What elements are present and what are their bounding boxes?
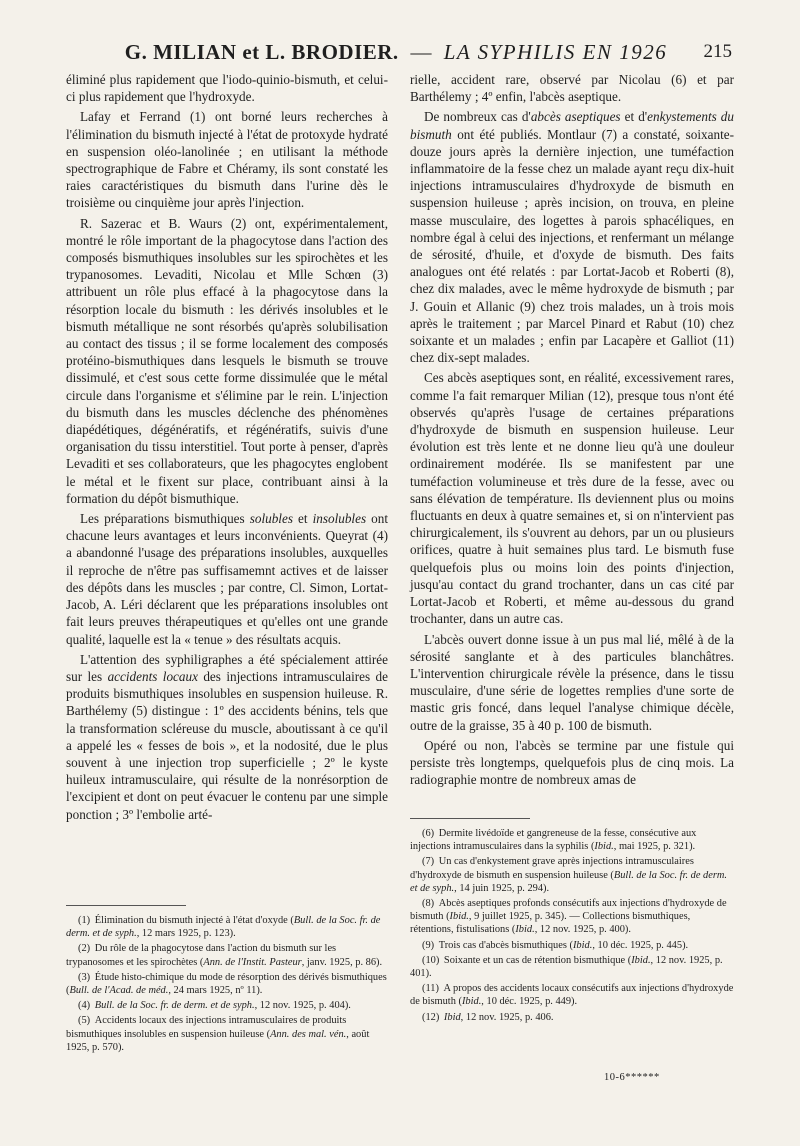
footnote-text: , août 1925, p. 570).	[66, 1028, 370, 1053]
italic-text: solubles	[249, 511, 293, 527]
citation-source: Ibid	[443, 1011, 461, 1023]
paragraph: rielle, accident rare, observé par Nicolau (6) et par Barthélemy ; 4º enfin, l'abcès aseptique.	[410, 72, 734, 105]
paragraph	[410, 108, 734, 366]
footnote-text: , 12 nov. 1925, p. 406.	[460, 1011, 554, 1023]
journal-title: LA SYPHILIS EN 1926	[443, 40, 668, 64]
footnote-text: Du rôle de la phagocytose dans l'action du bismuth sur les trypanosomes et les spirochètes (	[66, 943, 337, 968]
title-separator: —	[410, 40, 432, 64]
text-run: et	[292, 511, 313, 527]
footnote-text: , 12 nov. 1925, p. 401).	[410, 954, 723, 980]
footnote	[410, 939, 734, 952]
footnote-text: Soixante et un cas de rétention bismuthique (	[443, 954, 632, 966]
footnote-number: (9)	[422, 939, 437, 951]
text-run: ont été publiés. Montlaur (7) a constaté, soixante-douze jours après la dernière injection, une tuméfaction inflammatoire de la fesse chez un malade ayant reçu dix-huit injections intramusculaires d'hydroxyde de bismuth en suspension huileuse ; après incision, on trouva, en pleine masse musculaire, des logettes à parois sphacéliques, en nombre égal à celui des injections, et renfermant un mélange de sérosité, d'huile, et d'oxyde de bismuth. Des faits analogues ont été relatés : par Lortat-Jacob et Roberti (8), chez dix malades, avec le même hydroxyde de bismuth ; par J. Gouin et Allanic (9) chez trois malades, un à trois mois après le traitement ; par Marcel Pinard et Rabut (10) chez soixante et un malades ; enfin par Lacapère et Galliot (11) chez dix-sept malades.	[410, 126, 734, 366]
citation-source: Ibid.	[515, 924, 535, 936]
text-run: ont chacune leurs avantages et leurs inconvénients. Queyrat (4) a abandonné l'usage des préparations insolubles, auxquelles il reproche de n'être pas suffisamemnt actives et de laisser des dépôts dans les muscles ; par contre, Cl. Simon, Lortat-Jacob, A. Léri déclarent que les préparations insolubles ont fait leurs preuves thérapeutiques et qu'elles ont une grande qualité, laquelle est la « tenue » des résultats acquis.	[66, 511, 388, 647]
footnote-number: (5)	[78, 1015, 93, 1027]
italic-text: accidents locaux	[107, 668, 198, 684]
footnote-text: Accidents locaux des injections intramusculaires de produits bismuthiques insolubles en suspension huileuse (	[66, 1015, 347, 1040]
footnote-number: (7)	[422, 856, 437, 868]
footnote-text: , mai 1925, p. 321).	[613, 841, 696, 853]
footnote-text: , 24 mars 1925, nº 11).	[168, 985, 263, 997]
footnote-number: (2)	[78, 943, 93, 955]
footnote-number: (8)	[422, 898, 437, 910]
footnote	[66, 1014, 388, 1054]
footnote	[66, 971, 388, 997]
paragraph	[66, 651, 388, 823]
footnote-text: , 10 déc. 1925, p. 449).	[481, 996, 578, 1008]
footnote-text: , 14 juin 1925, p. 294).	[454, 882, 550, 894]
footnote-number: (6)	[422, 828, 437, 839]
running-title	[60, 40, 732, 65]
footnotes-left	[66, 895, 388, 1056]
printer-signature: 10-6******	[604, 1072, 660, 1083]
italic-text: abcès aseptiques	[530, 109, 621, 125]
citation-source: Bull. de la Soc. fr. de derm. et de syph.	[410, 869, 728, 894]
authors: G. MILIAN et L. BRODIER.	[124, 40, 399, 64]
paragraph	[66, 510, 388, 648]
footnote-text: , 10 déc. 1925, p. 445).	[592, 939, 689, 951]
footnote-number: (11)	[422, 983, 442, 995]
footnote	[66, 999, 388, 1012]
paragraph: Lafay et Ferrand (1) ont borné leurs recherches à l'élimination du bismuth injecté à l'état de protoxyde hydraté en suspension oléo-lanolinée ; en utilisant la méthode spectrographique de Fabre et Chéramy, ils sont constaté les raies caractéristiques du bismuth dans l'urine dès le troisième ou cinquième jour après l'injection.	[66, 109, 388, 211]
text-run: et d'	[620, 109, 648, 125]
footnote-text: , 9 juillet 1925, p. 345). — Collections bismuthiques, rétentions, fistulisations (	[410, 911, 691, 936]
footnote-text: Dermite livédoïde et gangreneuse de la fesse, consécutive aux injections intramusculaires dans la syphilis (	[410, 828, 697, 853]
footnote	[410, 982, 734, 1008]
citation-source: Bull. de la Soc. fr. de derm. et de syph.	[94, 1000, 255, 1012]
footnote-text: Élimination du bismuth injecté à l'état d'oxyde (	[94, 915, 294, 926]
text-run: des injections intramusculaires de produits bismuthiques insolubles en suspension huileuse. R. Barthélemy (5) distingue : 1º des accidents bénins, tels que la transformation scléreuse du muscle, aboutissant à ce qu'il a appelé les « fesses de bois », et la nodosité, due le plus souvent à une injection trop superficielle ; 2º le kyste huileux intramusculaire, qui résulte de la nonrésorption de l'excipient et dont on peut évacuer le contenu par une simple ponction ; 3º l'embolie arté-	[66, 668, 388, 822]
paragraph: éliminé plus rapidement que l'iodo-quinio-bismuth, et celui-ci plus rapidement que l'hydroxyde.	[66, 72, 388, 105]
left-column	[66, 71, 388, 823]
footnote-number: (10)	[422, 954, 442, 966]
footnote	[410, 855, 734, 895]
footnote-text: Étude histo-chimique du mode de résorption des dérivés bismuthiques (	[66, 971, 387, 997]
citation-source: Ibid.	[449, 911, 469, 923]
footnote-number: (12)	[422, 1011, 442, 1023]
paragraph: Opéré ou non, l'abcès se termine par une fistule qui persiste très longtemps, quelquefois plus de cinq mois. La radiographie montre de nombreux amas de	[410, 737, 734, 788]
footnote-number: (1)	[78, 915, 93, 926]
footnote-text: , 12 nov. 1925, p. 404).	[254, 1000, 351, 1012]
paragraph: L'abcès ouvert donne issue à un pus mal lié, mêlé à de la sérosité sanglante et à des particules blanchâtres. L'intervention chirurgicale révèle la présence, dans le tissu musculaire, d'une série de logettes remplies d'une sorte de mastic gris foncé, dans lequel l'analyse chimique décèle, outre de la graisse, 35 à 40 p. 100 de bismuth.	[410, 631, 734, 733]
footnote	[410, 897, 734, 937]
italic-text: enkystements du bismuth	[410, 109, 734, 142]
footnote	[66, 942, 388, 968]
footnote-text: , 12 mars 1925, p. 123).	[136, 928, 236, 940]
italic-text: insolubles	[312, 511, 367, 527]
footnote-text: Abcès aseptiques profonds consécutifs aux injections d'hydroxyde de bismuth (	[410, 898, 727, 923]
right-column	[410, 71, 734, 788]
footnote-number: (3)	[78, 971, 93, 983]
text-run: De nombreux cas d'	[424, 109, 531, 125]
footnotes-right	[410, 808, 734, 1026]
footnote-rule	[66, 905, 186, 906]
page-number: 215	[703, 41, 732, 62]
footnote-text: A propos des accidents locaux consécutifs aux injections d'hydroxyde de bismuth (	[410, 983, 734, 1008]
paragraph: Ces abcès aseptiques sont, en réalité, excessivement rares, comme l'a fait remarquer Milian (12), presque tous n'ont été observés qu'après l'usage de certaines préparations d'hydroxyde de bismuth en suspension huileuse. Leur évolution est très lente et ne donne lieu qu'à une douleur ordinairement modérée. Ils se manifestent par une tuméfaction volumineuse et très dure de la fesse, avec ou sans élévation de température. Ils deviennent plus ou moins fluctuants en deux à quatre semaines et, si on n'intervient pas chirurgicalement, ils s'ouvrent au dehors, par un ou plusieurs orifices, quatre à huit semaines plus tard. Le bismuth fuse quelquefois plus ou moins loin des points d'injection, jusqu'au contact du grand trochanter, dans un cas cité par Lortat-Jacob et Roberti, et même au-dessous du grand trochanter, dans un autre cas.	[410, 370, 734, 627]
footnote-text: , 12 nov. 1925, p. 400).	[534, 924, 631, 936]
footnote	[66, 914, 388, 940]
citation-source: Ibid.	[631, 954, 651, 966]
citation-source: Ann. des mal. vén.	[270, 1028, 347, 1040]
footnote-text: Trois cas d'abcès bismuthiques (	[438, 939, 573, 951]
footnote-number: (4)	[78, 1000, 93, 1012]
citation-source: Bull. de l'Acad. de méd.	[69, 985, 169, 997]
footnote	[410, 1011, 734, 1024]
paragraph: R. Sazerac et B. Waurs (2) ont, expérimentalement, montré le rôle important de la phagocytose dans l'action des composés bismuthiques insolubles sur les spirochètes et les trypanosomes. Levaditi, Nicolau et Mlle Schœn (3) attribuent un rôle plus effacé à la phagocytose dans la résorption locale du bismuth : les dérivés insolubles et le bismuth métallique ne sont résorbés qu'après solubilisation au contact des tissus ; il se forme localement des composés protéino-bismuthiques dans lesquels le bismuth se trouve dissimulé, et c'est sous cette forme dissimulée que le métal circule dans l'organisme et s'élimine par le rein. L'injection du bismuth dans les muscles déclenche des phénomènes diapédétiques, dégénératifs, et régénératifs, suivis d'une organisation du tissu interstitiel. Tout porte à penser, d'après Levaditi et ses collaborateurs, que les phagocytes englobent le métal et le fixent sur place, contribuant ainsi à la formation du dépôt bismuthique.	[66, 215, 388, 506]
citation-source: Bull. de la Soc. fr. de derm. et de syph.	[66, 915, 381, 940]
footnote	[410, 954, 734, 980]
citation-source: Ibid.	[572, 939, 593, 951]
citation-source: Ann. de l'Instit. Pasteur	[203, 956, 302, 968]
footnote-text: Un cas d'enkystement grave après injections intramusculaires d'hydroxyde de bismuth en suspension huileuse (	[410, 856, 694, 881]
footnote	[410, 827, 734, 853]
citation-source: Ibid.	[594, 841, 614, 853]
text-run: Les préparations bismuthiques	[80, 511, 250, 527]
citation-source: Ibid.	[461, 996, 482, 1008]
footnote-rule	[410, 818, 530, 819]
footnote-text: , janv. 1925, p. 86).	[301, 956, 383, 968]
page-header	[60, 40, 732, 68]
text-run: L'attention des syphiligraphes a été spécialement attirée sur les	[66, 651, 388, 684]
